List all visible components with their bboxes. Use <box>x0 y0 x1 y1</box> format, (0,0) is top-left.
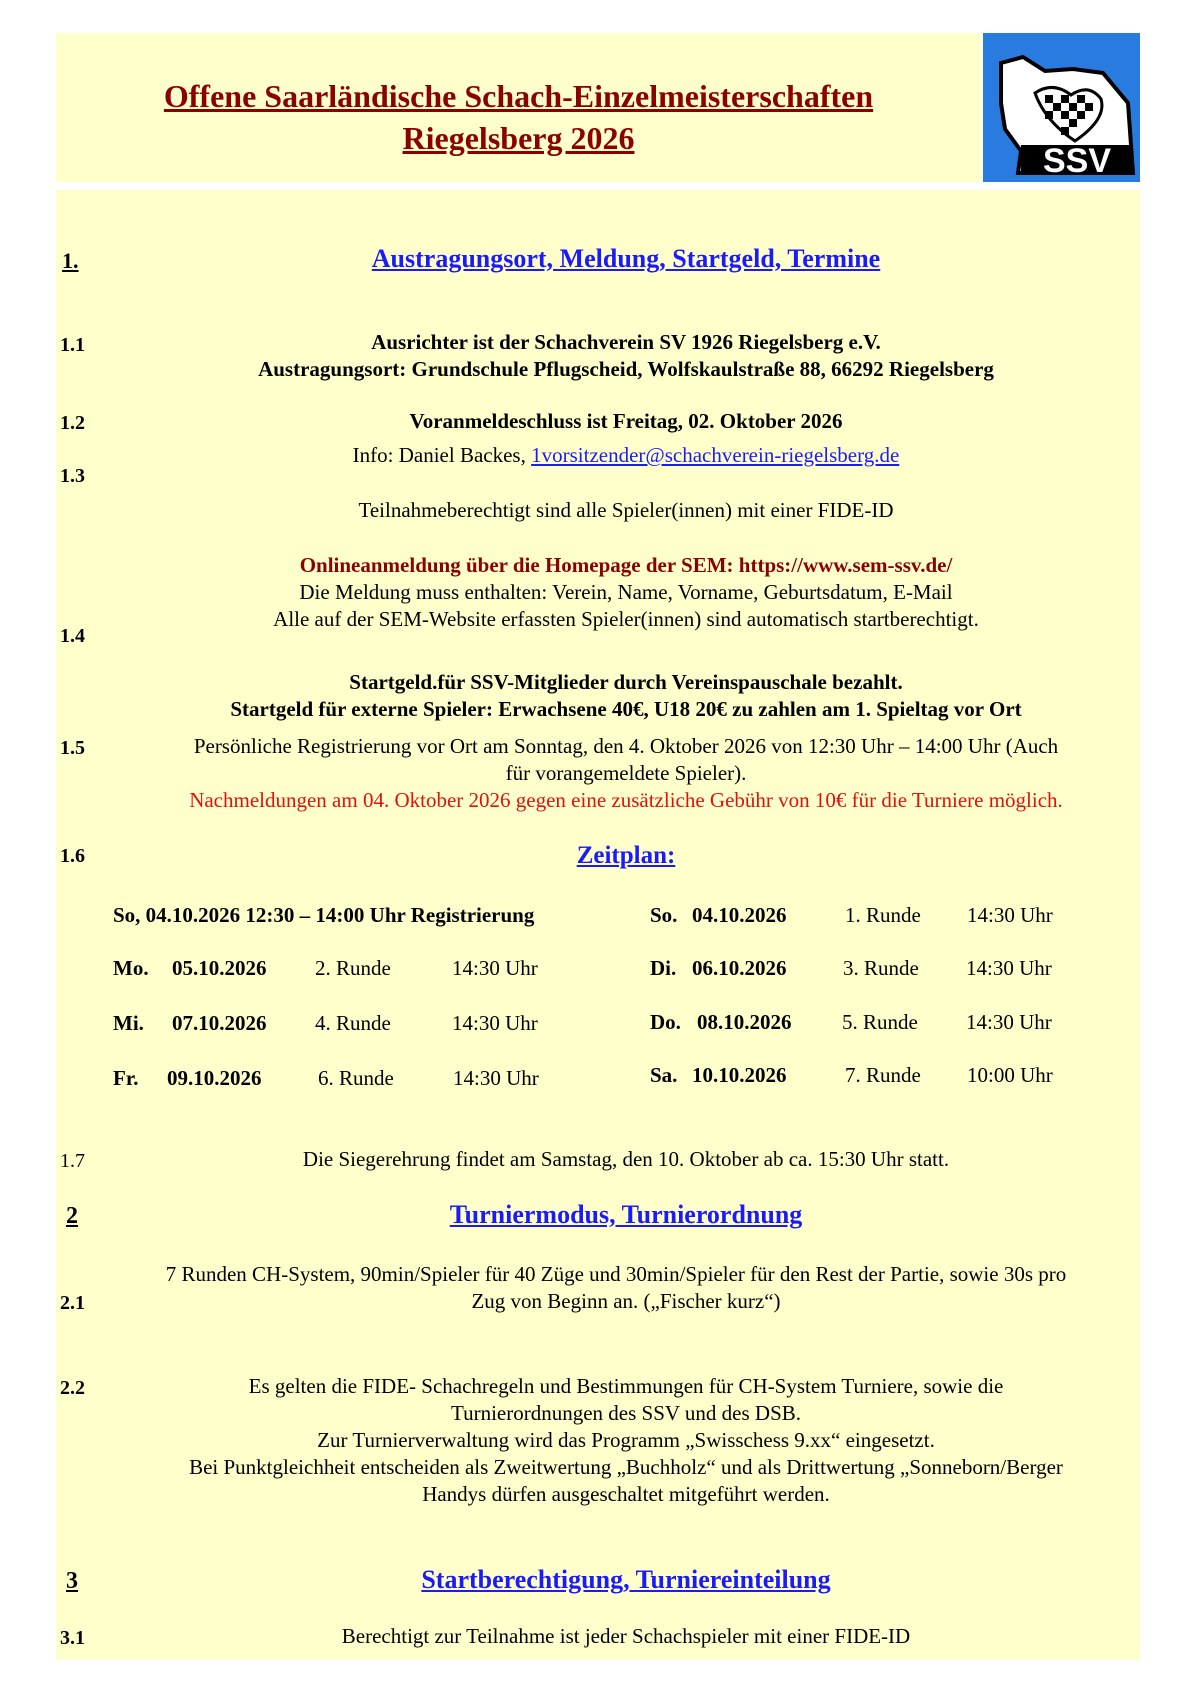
info-line <box>56 443 1190 468</box>
rules-line-2: Turnierordnungen des SSV und des DSB. <box>450 1401 802 1425</box>
info-prefix: Info: Daniel Backes, <box>352 443 532 467</box>
organizer-line: Ausrichter ist der Schachverein SV 1926 Riegelsberg e.V. <box>371 330 881 354</box>
schedule-date: 07.10.2026 <box>172 1011 267 1035</box>
item-1-6-number: 1.6 <box>60 845 85 867</box>
schedule-day: Sa. <box>650 1063 678 1087</box>
page-subtitle: Riegelsberg 2026 <box>402 120 635 156</box>
page-title: Offene Saarländische Schach-Einzelmeisterschaften <box>163 78 874 114</box>
schedule-time: 14:30 Uhr <box>966 956 1052 980</box>
schedule-date: 10.10.2026 <box>692 1063 787 1087</box>
item-1-1-number: 1.1 <box>60 334 85 356</box>
schedule-day: So. <box>650 903 678 927</box>
section-3-number: 3 <box>66 1568 78 1594</box>
eligibility-3-1-line: Berechtigt zur Teilnahme ist jeder Schachspieler mit einer FIDE-ID <box>341 1624 911 1648</box>
item-3-1-number: 3.1 <box>60 1627 85 1649</box>
schedule-day: Fr. <box>113 1066 139 1090</box>
schedule-time: 10:00 Uhr <box>967 1063 1053 1087</box>
schedule-day: Mo. <box>113 956 149 980</box>
rules-line-5: Handys dürfen ausgeschaltet mitgeführt werden. <box>422 1482 830 1506</box>
section-1-heading: Austragungsort, Meldung, Startgeld, Termine <box>371 244 881 273</box>
schedule-round: 2. Runde <box>315 956 391 980</box>
eligibility-line: Teilnahmeberechtigt sind alle Spieler(innen) mit einer FIDE-ID <box>358 498 894 522</box>
schedule-time: 14:30 Uhr <box>453 1066 539 1090</box>
section-3-heading: Startberechtigung, Turniereinteilung <box>421 1565 831 1594</box>
onsite-registration-line: Persönliche Registrierung vor Ort am Sonntag, den 4. Oktober 2026 von 12:30 Uhr – 14:00 Uhr (Auch <box>193 734 1059 758</box>
fee-external-line: Startgeld für externe Spieler: Erwachsene 40€, U18 20€ zu zahlen am 1. Spieltag vor Ort <box>230 697 1022 721</box>
online-registration-line: Onlineanmeldung über die Homepage der SEM: https://www.sem-ssv.de/ <box>299 553 953 577</box>
section-1-number: 1. <box>62 248 79 273</box>
late-registration-line: Nachmeldungen am 04. Oktober 2026 gegen eine zusätzliche Gebühr von 10€ für die Turniere möglich. <box>189 788 1063 812</box>
schedule-day: Di. <box>650 956 677 980</box>
schedule-round: 1. Runde <box>845 903 921 927</box>
schedule-heading: Zeitplan: <box>576 842 676 869</box>
rules-line-1: Es gelten die FIDE- Schachregeln und Bestimmungen für CH-System Turniere, sowie die <box>248 1374 1004 1398</box>
schedule-time: 14:30 Uhr <box>966 1010 1052 1034</box>
logo-text: SSV <box>1042 142 1112 180</box>
schedule-date: 04.10.2026 <box>692 903 787 927</box>
section-2-number: 2 <box>66 1203 78 1229</box>
rules-line-3: Zur Turnierverwaltung wird das Programm „Swisschess 9.xx“ eingesetzt. <box>317 1428 935 1452</box>
schedule-time: 14:30 Uhr <box>452 1011 538 1035</box>
item-1-3-number: 1.3 <box>60 465 85 487</box>
fee-members-line: Startgeld.für SSV-Mitglieder durch Vereinspauschale bezahlt. <box>349 670 903 694</box>
schedule-day: Do. <box>650 1010 681 1034</box>
schedule-round: 6. Runde <box>318 1066 394 1090</box>
rules-line-4: Bei Punktgleichheit entscheiden als Zweitwertung „Buchholz“ und als Drittwertung „Sonneborn/Berger <box>189 1455 1063 1479</box>
schedule-registration: So, 04.10.2026 12:30 – 14:00 Uhr Registrierung <box>113 903 535 927</box>
award-ceremony-line: Die Siegerehrung findet am Samstag, den 10. Oktober ab ca. 15:30 Uhr statt. <box>302 1147 950 1171</box>
item-2-2-number: 2.2 <box>60 1377 85 1399</box>
item-1-2-number: 1.2 <box>60 412 85 434</box>
contact-email-link[interactable]: 1vorsitzender@schachverein-riegelsberg.de <box>531 443 900 467</box>
onsite-registration-line-2: für vorangemeldete Spieler). <box>505 761 747 785</box>
schedule-date: 06.10.2026 <box>692 956 787 980</box>
schedule-round: 4. Runde <box>315 1011 391 1035</box>
schedule-round: 5. Runde <box>842 1010 918 1034</box>
schedule-time: 14:30 Uhr <box>967 903 1053 927</box>
tournament-mode-line-2: Zug von Beginn an. („Fischer kurz“) <box>471 1289 781 1313</box>
item-1-7-number: 1.7 <box>60 1150 85 1172</box>
item-2-1-number: 2.1 <box>60 1292 85 1314</box>
tournament-mode-line: 7 Runden CH-System, 90min/Spieler für 40 Züge und 30min/Spieler für den Rest der Partie, sowie 30s pro <box>165 1262 1067 1286</box>
auto-eligibility-line: Alle auf der SEM-Website erfassten Spieler(innen) sind automatisch startberechtigt. <box>273 607 979 631</box>
schedule-day: Mi. <box>113 1011 144 1035</box>
venue-line: Austragungsort: Grundschule Pflugscheid, Wolfskaulstraße 88, 66292 Riegelsberg <box>258 357 994 381</box>
registration-deadline: Voranmeldeschluss ist Freitag, 02. Oktober 2026 <box>409 409 843 433</box>
schedule-time: 14:30 Uhr <box>452 956 538 980</box>
item-1-5-number: 1.5 <box>60 737 85 759</box>
ssv-logo <box>983 33 1140 182</box>
section-2-heading: Turniermodus, Turnierordnung <box>449 1200 803 1229</box>
item-1-4-number: 1.4 <box>60 625 85 647</box>
schedule-round: 3. Runde <box>843 956 919 980</box>
registration-requirements: Die Meldung muss enthalten: Verein, Name, Vorname, Geburtsdatum, E-Mail <box>299 580 953 604</box>
schedule-round: 7. Runde <box>845 1063 921 1087</box>
schedule-date: 08.10.2026 <box>697 1010 792 1034</box>
chess-knight-icon <box>983 33 1140 182</box>
schedule-date: 09.10.2026 <box>167 1066 262 1090</box>
schedule-date: 05.10.2026 <box>172 956 267 980</box>
